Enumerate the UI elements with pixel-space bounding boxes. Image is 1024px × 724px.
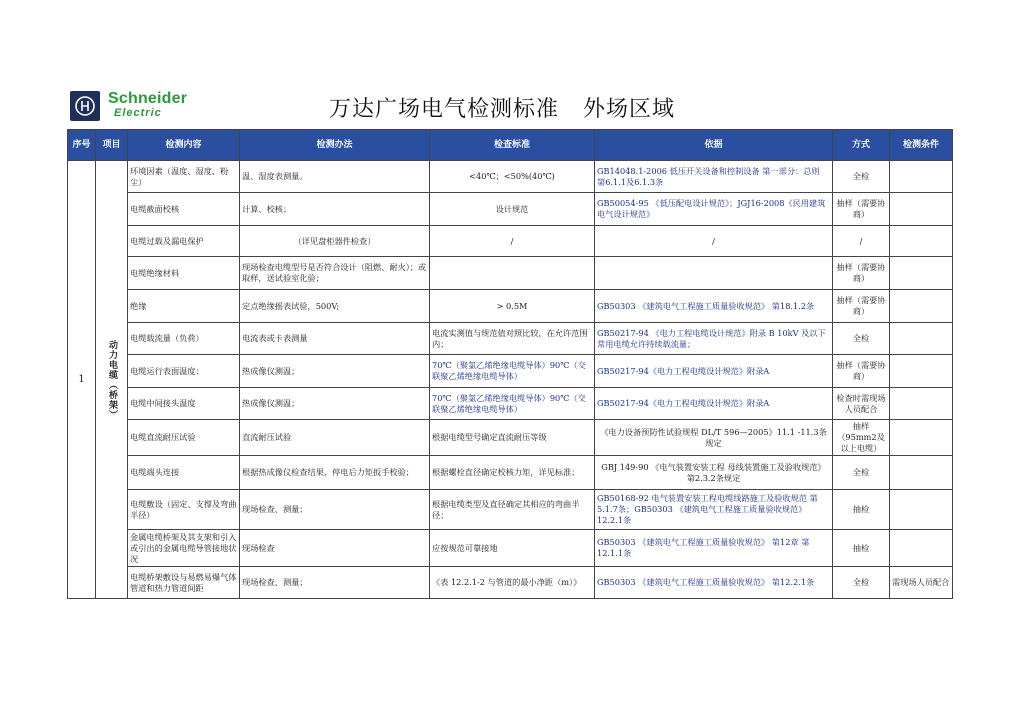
cell-condition [890,161,953,193]
cell-basis: GB50303 《建筑电气工程施工质量验收规范》 第12.2.1条 [595,567,833,599]
cell-seq: 1 [68,161,96,599]
cell-mode: 抽检 [833,530,890,567]
cell-method: （详见盘柜器件检查） [240,226,430,257]
col-header-condition: 检测条件 [890,130,953,161]
table-row [68,567,953,599]
inspection-table [67,129,953,599]
cell-mode: 抽样（需要协商） [833,355,890,388]
cell-basis: GB50168-92 电气装置安装工程电缆线路施工及验收规范 第5.1.7条；GB50303 《建筑电气工程施工质量验收规范》12.2.1条 [595,490,833,530]
cell-content: 电缆桥架敷设与易燃易爆气体管道和热力管道间距 [128,567,240,599]
cell-condition [890,420,953,456]
cell-standard: 设计规范 [430,193,595,226]
col-header-seq: 序号 [68,130,96,161]
table-row [68,323,953,355]
cell-method: 现场检查电缆型号是否符合设计（阻燃、耐火）；或取样，送试验室化验； [240,257,430,290]
cell-mode: 全检 [833,567,890,599]
table-row [68,161,953,193]
cell-mode: 抽检 [833,490,890,530]
cell-standard: 根据电缆型号确定直流耐压等级 [430,420,595,456]
cell-condition [890,355,953,388]
cell-method: 现场检查、测量； [240,490,430,530]
cell-mode: 全检 [833,161,890,193]
cell-condition [890,290,953,323]
cell-mode: 全检 [833,323,890,355]
table-row [68,456,953,490]
cell-mode: 抽样（需要协商） [833,257,890,290]
cell-content: 金属电缆桥架及其支架和引入或引出的金属电缆导管接地状况 [128,530,240,567]
cell-standard [430,257,595,290]
cell-standard: 电流实测值与规范值对照比较，在允许范围内； [430,323,595,355]
cell-standard: <40℃；<50%(40℃) [430,161,595,193]
cell-basis: GB50217-94《电力工程电缆设计规范》附录A [595,355,833,388]
col-header-mode: 方式 [833,130,890,161]
brand-logo [108,91,187,119]
cell-mode: 抽样（需要协商） [833,193,890,226]
cell-item: 动力电缆（桥架） [96,161,128,599]
cell-basis: GB50303 《建筑电气工程施工质量验收规范》 第12章 第12.1.1条 [595,530,833,567]
cell-condition [890,388,953,420]
col-header-item: 项目 [96,130,128,161]
cell-condition [890,456,953,490]
table-row [68,193,953,226]
cell-standard: 70℃（聚氯乙烯绝缘电缆导体）90℃（交联聚乙烯绝缘电缆导体） [430,355,595,388]
table-row [68,257,953,290]
cell-method: 现场检查、测量； [240,567,430,599]
cell-method: 现场检查 [240,530,430,567]
cell-method: 直流耐压试验 [240,420,430,456]
logo-word: Schneider [108,90,188,107]
col-header-basis: 依据 [595,130,833,161]
cell-content: 电缆载流量（负荷） [128,323,240,355]
document-header [67,89,952,127]
cell-content: 环境因素（温度、湿度、粉尘） [128,161,240,193]
table-header-row [68,130,953,161]
cell-content: 电缆中间接头温度 [128,388,240,420]
cell-content: 电缆敷设（固定、支撑及弯曲半径） [128,490,240,530]
cell-content: 电缆绝缘材料 [128,257,240,290]
cell-method: 热成像仪测温； [240,355,430,388]
cell-basis: GBJ 149-90 《电气装置安装工程 母线装置施工及验收规范》 第2.3.2条规定 [595,456,833,490]
cell-standard: > 0.5M [430,290,595,323]
cell-standard: 70℃（聚氯乙烯绝缘电缆导体）90℃（交联聚乙烯绝缘电缆导体） [430,388,595,420]
cell-method: 根据热成像仪检查结果，停电后力矩扳手校验； [240,456,430,490]
table-row [68,388,953,420]
cell-basis: GB50217-94 《电力工程电缆设计规范》附录 B 10kV 及以下常用电缆允许持续载流量； [595,323,833,355]
col-header-content: 检测内容 [128,130,240,161]
cell-content: 电缆截面校核 [128,193,240,226]
table-row [68,490,953,530]
cell-method: 定点绝缘摇表试验，500V; [240,290,430,323]
cell-method: 计算、校核； [240,193,430,226]
schneider-logo-icon [70,91,100,121]
logo-sub: Electric [114,107,162,119]
cell-basis: / [595,226,833,257]
cell-condition [890,226,953,257]
page-title: 万达广场电气检测标准 外场区域 [329,97,675,122]
table-row [68,290,953,323]
cell-condition: 需现场人员配合 [890,567,953,599]
table-row [68,530,953,567]
cell-content: 绝缘 [128,290,240,323]
cell-mode: 检查时需现场人员配合 [833,388,890,420]
cell-content: 电缆过载及漏电保护 [128,226,240,257]
cell-content: 电缆运行表面温度： [128,355,240,388]
cell-basis: GB14048.1-2006 低压开关设备和控制设备 第一部分：总则 第6.1.1及6.1.3条 [595,161,833,193]
cell-mode: / [833,226,890,257]
cell-standard: / [430,226,595,257]
cell-basis: GB50054-95 《低压配电设计规范》；JGJ16-2008《民用建筑电气设计规范》 [595,193,833,226]
cell-basis: 《电力设备预防性试验规程 DL/T 596—2005》11.1 -11.3条规定 [595,420,833,456]
cell-condition [890,490,953,530]
cell-mode: 全检 [833,456,890,490]
cell-condition [890,323,953,355]
cell-standard: 根据螺栓直径确定校核力矩，详见标准； [430,456,595,490]
cell-condition [890,257,953,290]
cell-method: 热成像仪测温； [240,388,430,420]
table-row [68,420,953,456]
cell-content: 电缆直流耐压试验 [128,420,240,456]
cell-standard: 《表 12.2.1-2 与管道的最小净距（m）》 [430,567,595,599]
cell-content: 电缆端头连接 [128,456,240,490]
col-header-standard: 检查标准 [430,130,595,161]
cell-basis: GB50217-94《电力工程电缆设计规范》附录A [595,388,833,420]
cell-method: 电流表或卡表测量 [240,323,430,355]
table-row [68,226,953,257]
table-row [68,355,953,388]
cell-condition [890,193,953,226]
cell-mode: 抽样（95mm2及以上电缆） [833,420,890,456]
col-header-method: 检测办法 [240,130,430,161]
cell-method: 温、湿度表测量。 [240,161,430,193]
cell-standard: 应按规范可靠接地 [430,530,595,567]
cell-basis: GB50303 《建筑电气工程施工质量验收规范》 第18.1.2条 [595,290,833,323]
cell-mode: 抽样（需要协商） [833,290,890,323]
cell-condition [890,530,953,567]
cell-basis [595,257,833,290]
cell-standard: 根据电缆类型及直径确定其相应的弯曲半径； [430,490,595,530]
